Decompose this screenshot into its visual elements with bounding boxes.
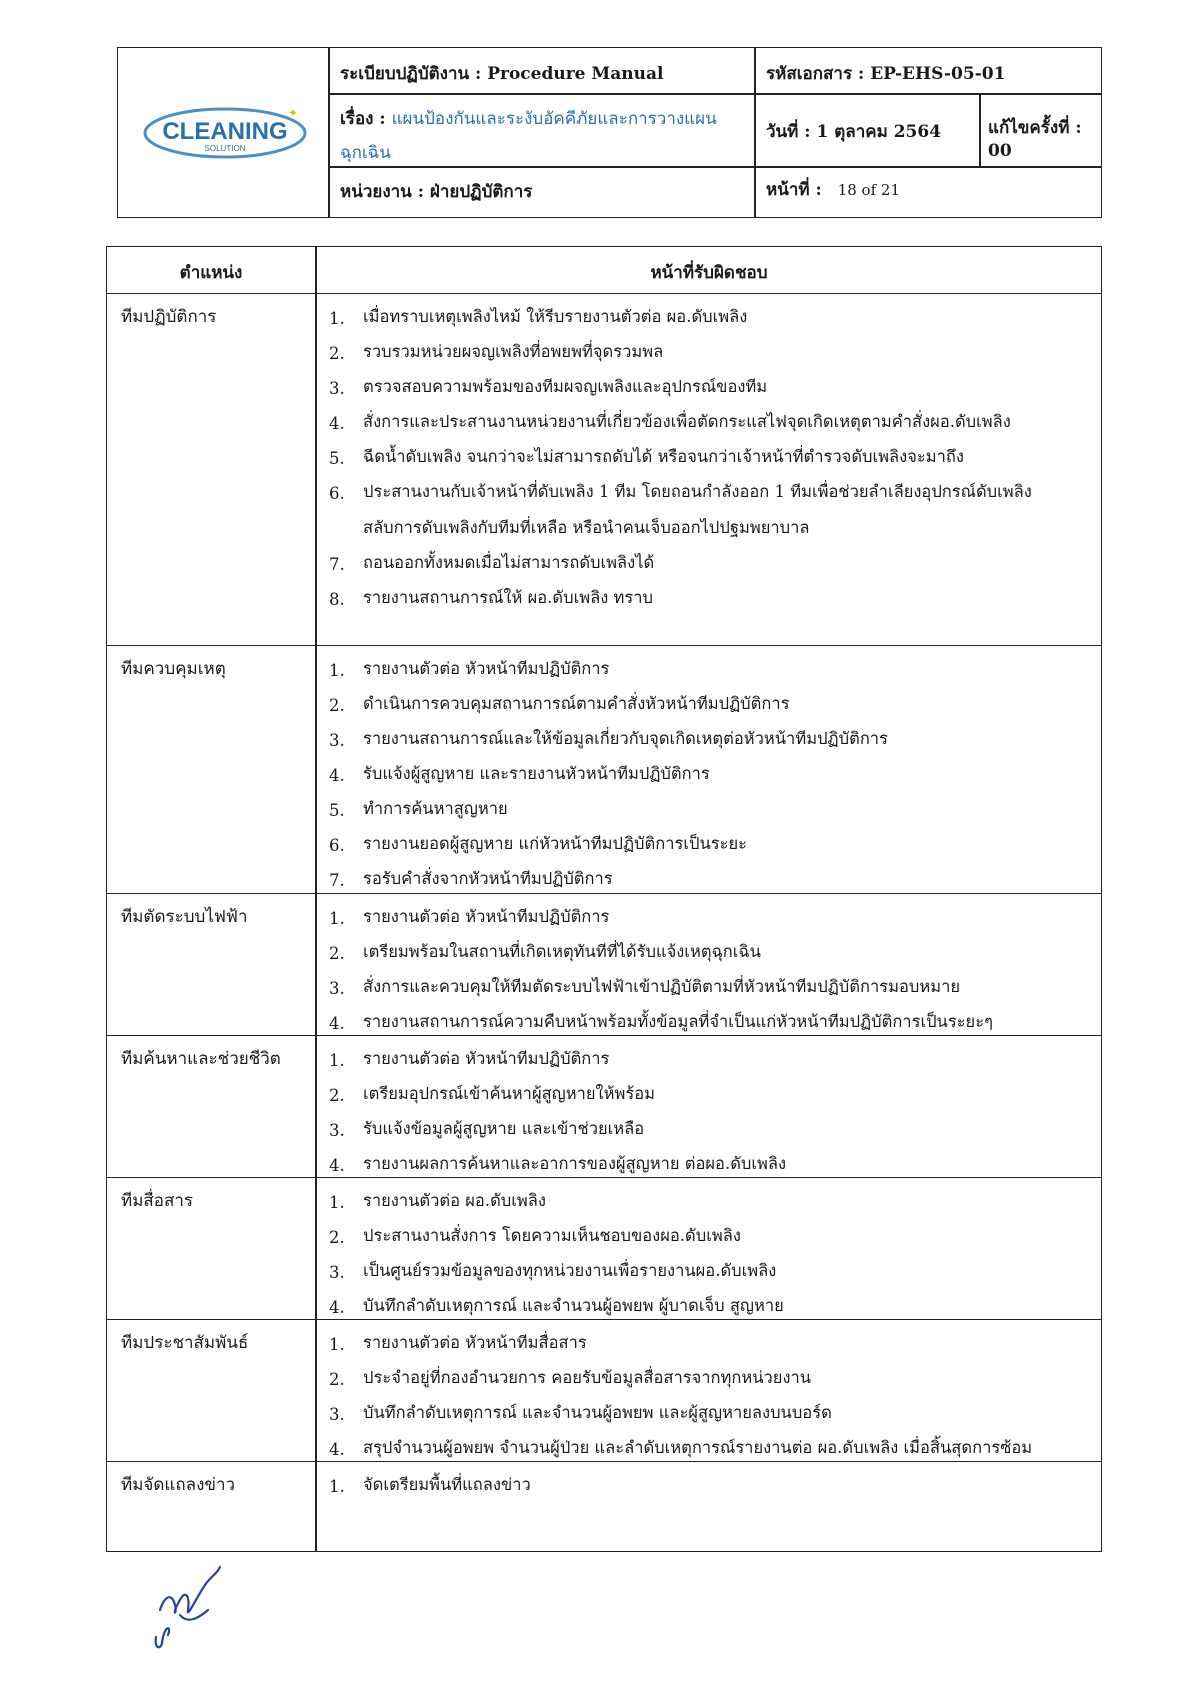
- item-number: 3.: [329, 731, 345, 750]
- department: หน่วยงาน : ฝ่ายปฏิบัติการ: [340, 182, 533, 202]
- list-item: [329, 1218, 1093, 1253]
- header-divider: [328, 93, 1101, 95]
- item-text: ดำเนินการควบคุมสถานการณ์ตามคำสั่งหัวหน้าทีมปฏิบัติการ: [363, 694, 790, 713]
- role-name: ทีมค้นหาและช่วยชีวิต: [121, 1049, 281, 1069]
- list-item: [329, 545, 1093, 580]
- role-name: ทีมจัดแถลงข่าว: [121, 1475, 236, 1495]
- item-text: ตรวจสอบความพร้อมของทีมผจญเพลิงและอุปกรณ์ของทีม: [363, 377, 768, 396]
- duty-list: [329, 651, 1093, 896]
- item-text: บันทึกลำดับเหตุการณ์ และจำนวนผู้อพยพ ผู้บาดเจ็บ สูญหาย: [363, 1296, 784, 1315]
- list-item: [329, 1360, 1093, 1395]
- item-number: 2.: [329, 1228, 345, 1247]
- item-number: 5.: [329, 801, 345, 820]
- list-item: [329, 1111, 1093, 1146]
- item-number: 1.: [329, 909, 345, 928]
- list-item: [329, 1041, 1093, 1076]
- list-item: [329, 1076, 1093, 1111]
- item-number: 8.: [329, 590, 345, 609]
- duty-list: [329, 1041, 1093, 1181]
- list-item: [329, 1288, 1093, 1323]
- item-number: 6.: [329, 836, 345, 855]
- item-number: 4.: [329, 766, 345, 785]
- item-number: 3.: [329, 379, 345, 398]
- role-name: ทีมควบคุมเหตุ: [121, 659, 226, 679]
- responsibilities-table: [106, 246, 1102, 1552]
- table-row: [107, 1319, 1101, 1462]
- item-text: รายงานตัวต่อ หัวหน้าทีมปฏิบัติการ: [363, 907, 610, 926]
- item-number: 3.: [329, 979, 345, 998]
- item-text: บันทึกลำดับเหตุการณ์ และจำนวนผู้อพยพ และผู้สูญหายลงบนบอร์ด: [363, 1403, 832, 1422]
- item-text: เตรียมพร้อมในสถานที่เกิดเหตุทันทีที่ได้รับแจ้งเหตุฉุกเฉิน: [363, 942, 761, 961]
- list-item: [329, 791, 1093, 826]
- list-item: [329, 580, 1093, 615]
- item-text: เมื่อทราบเหตุเพลิงไหม้ ให้รีบรายงานตัวต่อ ผอ.ดับเพลิง: [363, 307, 748, 326]
- list-item: [329, 404, 1093, 439]
- page-value: 18 of 21: [837, 181, 900, 199]
- page-label: หน้าที่ :: [766, 180, 822, 200]
- list-item: [329, 899, 1093, 934]
- item-text: รายงานตัวต่อ ผอ.ดับเพลิง: [363, 1191, 546, 1210]
- item-number: 2.: [329, 344, 345, 363]
- item-number: 1.: [329, 1051, 345, 1070]
- role-name: ทีมประชาสัมพันธ์: [121, 1333, 249, 1353]
- list-item: [329, 1146, 1093, 1181]
- item-text: ประสานงานกับเจ้าหน้าที่ดับเพลิง 1 ทีม โดยถอนกำลังออก 1 ทีมเพื่อช่วยลำเลียงอุปกรณ์ดับเพลิง: [363, 482, 1032, 501]
- item-number: 3.: [329, 1263, 345, 1282]
- item-text: เตรียมอุปกรณ์เข้าค้นหาผู้สูญหายให้พร้อม: [363, 1084, 656, 1103]
- page-number: [766, 176, 900, 203]
- item-number: 3.: [329, 1121, 345, 1140]
- item-text: จัดเตรียมพื้นที่แถลงข่าว: [363, 1475, 531, 1494]
- item-number: 4.: [329, 414, 345, 433]
- item-number: 2.: [329, 1086, 345, 1105]
- role-name: ทีมสื่อสาร: [121, 1191, 194, 1211]
- duty-list: [329, 1183, 1093, 1323]
- list-item: [329, 1325, 1093, 1360]
- document-code: รหัสเอกสาร : EP-EHS-05-01: [766, 64, 1006, 84]
- list-item: [329, 861, 1093, 896]
- list-item: [329, 969, 1093, 1004]
- item-number: 5.: [329, 449, 345, 468]
- column-header-duty: หน้าที่รับผิดชอบ: [650, 263, 768, 283]
- company-logo: [140, 103, 310, 163]
- subject: [340, 102, 745, 170]
- subject-label: เรื่อง :: [340, 109, 386, 129]
- duty-list: [329, 299, 1093, 615]
- list-item: [329, 1004, 1093, 1039]
- item-number: 7.: [329, 555, 345, 574]
- item-number: 3.: [329, 1405, 345, 1424]
- logo-text: CLEANING: [162, 118, 288, 145]
- item-number: 2.: [329, 944, 345, 963]
- list-item: [329, 756, 1093, 791]
- procedure-manual-label: ระเบียบปฏิบัติงาน : Procedure Manual: [340, 64, 664, 84]
- item-text: สรุปจำนวนผู้อพยพ จำนวนผู้ป่วย และลำดับเหตุการณ์รายงานต่อ ผอ.ดับเพลิง เมื่อสิ้นสุดการซ้อม: [363, 1438, 1033, 1457]
- table-row: [107, 645, 1101, 894]
- list-item: [329, 1253, 1093, 1288]
- item-text: รอรับคำสั่งจากหัวหน้าทีมปฏิบัติการ: [363, 869, 613, 888]
- item-number: 4.: [329, 1014, 345, 1033]
- item-number: 7.: [329, 871, 345, 890]
- item-number: 4.: [329, 1440, 345, 1459]
- item-number: 1.: [329, 309, 345, 328]
- item-number: 4.: [329, 1156, 345, 1175]
- list-item: [329, 369, 1093, 404]
- list-item: [329, 651, 1093, 686]
- item-text: รับแจ้งผู้สูญหาย และรายงานหัวหน้าทีมปฏิบัติการ: [363, 764, 710, 783]
- svg-text:✦: ✦: [288, 106, 299, 120]
- list-item: [329, 299, 1093, 334]
- list-item: [329, 1183, 1093, 1218]
- list-item: [329, 934, 1093, 969]
- list-item: [329, 474, 1093, 545]
- duty-list: [329, 1467, 1093, 1502]
- header-divider: [754, 48, 756, 217]
- item-text: รายงานตัวต่อ หัวหน้าทีมสื่อสาร: [363, 1333, 587, 1352]
- item-text: ถอนออกทั้งหมดเมื่อไม่สามารถดับเพลิงได้: [363, 553, 655, 572]
- item-text: สั่งการและควบคุมให้ทีมตัดระบบไฟฟ้าเข้าปฏิบัติตามที่หัวหน้าทีมปฏิบัติการมอบหมาย: [363, 977, 961, 996]
- item-number: 1.: [329, 1335, 345, 1354]
- revision-number: แก้ไขครั้งที่ : 00: [988, 118, 1082, 161]
- table-row: [107, 293, 1101, 646]
- table-row: [107, 1177, 1101, 1320]
- table-row: [107, 893, 1101, 1036]
- item-text: ฉีดน้ำดับเพลิง จนกว่าจะไม่สามารถดับได้ หรือจนกว่าเจ้าหน้าที่ตำรวจดับเพลิงจะมาถึง: [363, 447, 964, 466]
- header-divider: [328, 48, 330, 217]
- table-row: [107, 1461, 1101, 1507]
- item-text: เป็นศูนย์รวมข้อมูลของทุกหน่วยงานเพื่อรายงานผอ.ดับเพลิง: [363, 1261, 777, 1280]
- item-number: 2.: [329, 1370, 345, 1389]
- item-number: 1.: [329, 661, 345, 680]
- item-text: รายงานสถานการณ์ความคืบหน้าพร้อมทั้งข้อมูลที่จำเป็นแก่หัวหน้าทีมปฏิบัติการเป็นระยะๆ: [363, 1012, 993, 1031]
- item-text-continued: สลับการดับเพลิงกับทีมที่เหลือ หรือนำคนเจ็บออกไปปฐมพยาบาล: [363, 518, 810, 537]
- item-number: 1.: [329, 1193, 345, 1212]
- logo-subtext: SOLUTION: [204, 144, 246, 153]
- item-number: 4.: [329, 1298, 345, 1317]
- item-text: ประจำอยู่ที่กองอำนวยการ คอยรับข้อมูลสื่อสารจากทุกหน่วยงาน: [363, 1368, 812, 1387]
- list-item: [329, 334, 1093, 369]
- document-header: [117, 47, 1102, 218]
- list-item: [329, 1395, 1093, 1430]
- role-name: ทีมตัดระบบไฟฟ้า: [121, 907, 248, 927]
- list-item: [329, 826, 1093, 861]
- table-row: [107, 1035, 1101, 1178]
- column-header-position: ตำแหน่ง: [179, 263, 243, 283]
- item-text: รายงานสถานการณ์ให้ ผอ.ดับเพลิง ทราบ: [363, 588, 654, 607]
- item-text: รวบรวมหน่วยผจญเพลิงที่อพยพที่จุดรวมพล: [363, 342, 664, 361]
- item-number: 2.: [329, 696, 345, 715]
- issue-date: วันที่ : 1 ตุลาคม 2564: [766, 122, 942, 142]
- header-divider: [979, 93, 981, 166]
- item-text: รายงานตัวต่อ หัวหน้าทีมปฏิบัติการ: [363, 1049, 610, 1068]
- item-number: 6.: [329, 484, 345, 503]
- handwritten-signature: [150, 1555, 240, 1655]
- list-item: [329, 686, 1093, 721]
- item-number: 1.: [329, 1477, 345, 1496]
- duty-list: [329, 899, 1093, 1039]
- list-item: [329, 439, 1093, 474]
- item-text: รายงานตัวต่อ หัวหน้าทีมปฏิบัติการ: [363, 659, 610, 678]
- list-item: [329, 721, 1093, 756]
- item-text: รับแจ้งข้อมูลผู้สูญหาย และเข้าช่วยเหลือ: [363, 1119, 645, 1138]
- table-header-row: [107, 247, 1101, 294]
- item-text: รายงานผลการค้นหาและอาการของผู้สูญหาย ต่อผอ.ดับเพลิง: [363, 1154, 787, 1173]
- list-item: [329, 1430, 1093, 1465]
- item-text: รายงานยอดผู้สูญหาย แก่หัวหน้าทีมปฏิบัติการเป็นระยะ: [363, 834, 747, 853]
- duty-list: [329, 1325, 1093, 1465]
- role-name: ทีมปฏิบัติการ: [121, 307, 217, 327]
- item-text: ทำการค้นหาสูญหาย: [363, 799, 508, 818]
- item-text: สั่งการและประสานงานหน่วยงานที่เกี่ยวข้องเพื่อตัดกระแสไฟจุดเกิดเหตุตามคำสั่งผอ.ดับเพลิง: [363, 412, 1011, 431]
- item-text: รายงานสถานการณ์และให้ข้อมูลเกี่ยวกับจุดเกิดเหตุต่อหัวหน้าทีมปฏิบัติการ: [363, 729, 888, 748]
- list-item: [329, 1467, 1093, 1502]
- subject-text: แผนป้องกันและระงับอัคคีภัยและการวางแผนฉุกเฉิน: [340, 109, 717, 163]
- item-text: ประสานงานสั่งการ โดยความเห็นชอบของผอ.ดับเพลิง: [363, 1226, 741, 1245]
